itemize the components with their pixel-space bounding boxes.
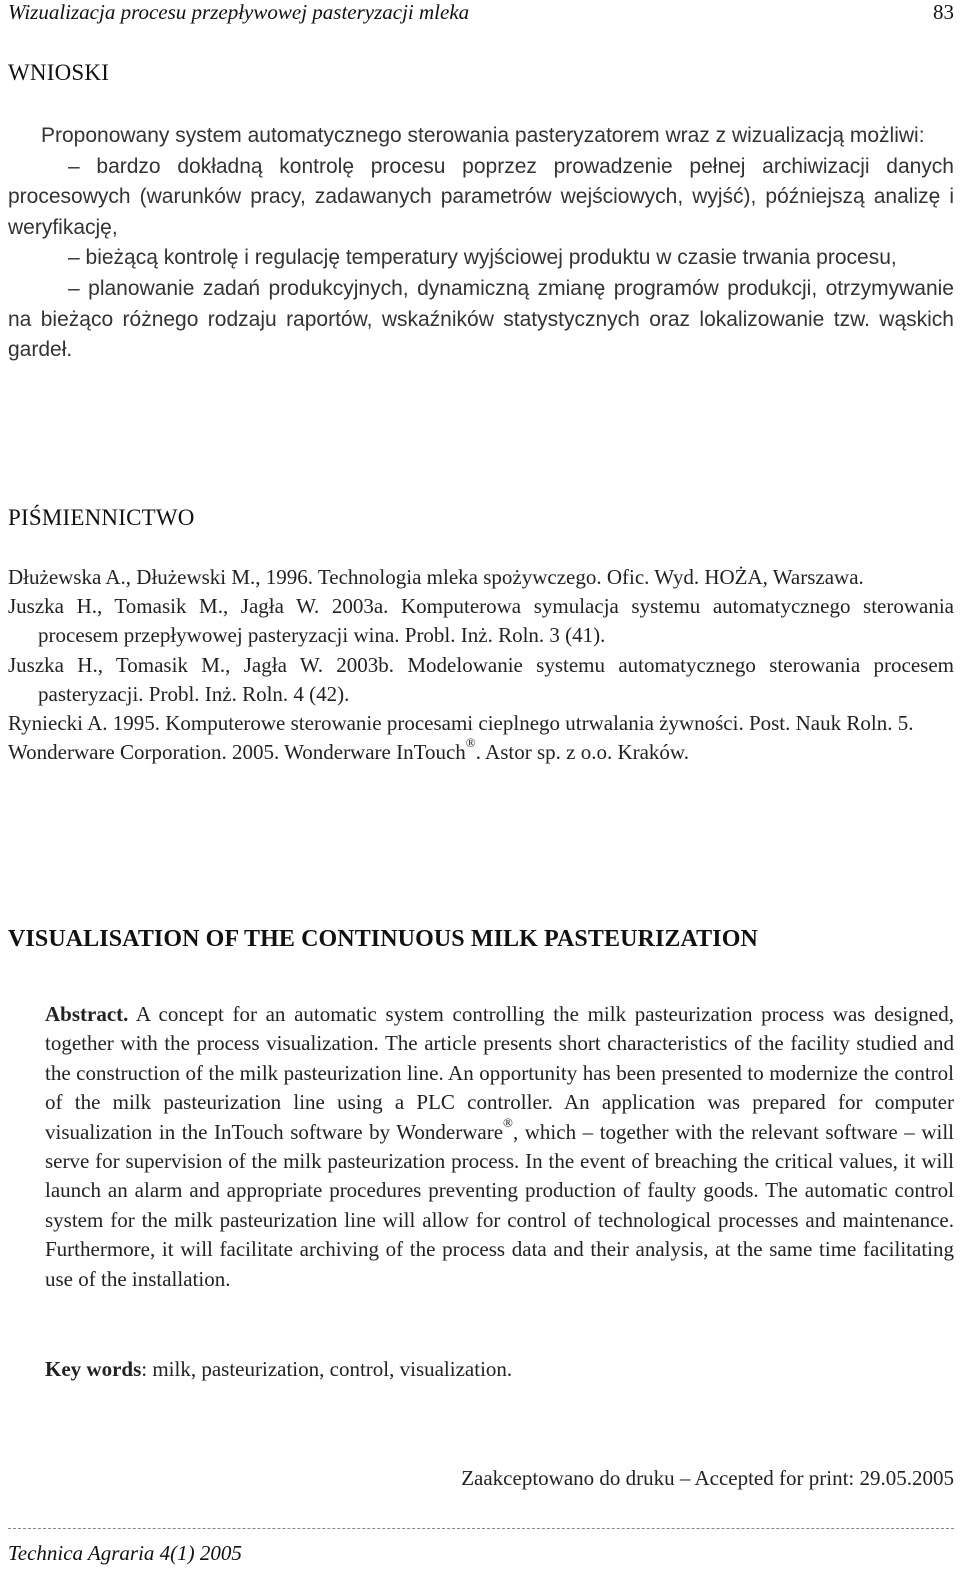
- reference-text: Wonderware Corporation. 2005. Wonderware InTouch: [8, 740, 466, 765]
- reference-item: [8, 735, 954, 767]
- registered-mark: ®: [465, 735, 476, 751]
- journal-footer: Technica Agraria 4(1) 2005: [8, 1541, 242, 1565]
- keywords-text: : milk, pasteurization, control, visualization.: [141, 1357, 513, 1381]
- abstract-label: Abstract.: [45, 1002, 129, 1026]
- conclusions-item: – bieżącą kontrolę i regulację temperatury wyjściowej produktu w czasie trwania procesu,: [68, 246, 897, 270]
- conclusions-intro: Proponowany system automatycznego sterowania pasteryzatorem wraz z wizualizacją możliwi:: [41, 124, 925, 147]
- conclusions-item: – bardzo dokładną kontrolę procesu poprzez prowadzenie pełnej archiwizacji danych procesowych (warunków pracy, zadawanych parametrów wejściowych, wyjść), późniejszą analizę i weryfikację,: [8, 154, 954, 239]
- accepted-note: Zaakceptowano do druku – Accepted for print: 29.05.2005: [461, 1466, 954, 1490]
- footer-divider: [8, 1528, 954, 1529]
- abstract: [45, 1000, 954, 1294]
- conclusions-body: [8, 121, 954, 366]
- reference-item: Juszka H., Tomasik M., Jagła W. 2003a. Komputerowa symulacja systemu automatycznego sterowania procesem przepływowej pasteryzacji wina. Probl. Inż. Roln. 3 (41).: [8, 594, 954, 648]
- keywords: [45, 1355, 954, 1384]
- reference-list: [8, 563, 954, 767]
- conclusions-item: – planowanie zadań produkcyjnych, dynamiczną zmianę programów produkcji, otrzymywanie na bieżąco różnego rodzaju raportów, wskaźników statystycznych oraz lokalizowanie tzw. wąskich gardeł.: [8, 276, 954, 362]
- reference-text: . Astor sp. z o.o. Kraków.: [475, 740, 689, 765]
- references-heading: PIŚMIENNICTWO: [8, 505, 195, 530]
- reference-item: Dłużewska A., Dłużewski M., 1996. Technologia mleka spożywczego. Ofic. Wyd. HOŻA, Warszawa.: [8, 565, 864, 589]
- abstract-text: A concept for an automatic system controlling the milk pasteurization process was designed, together with the process visualization. The article presents short characteristics of the facility studied and the construction of the milk pasteurization line. An opportunity has been presented to modernize the control of the milk pasteurization line using a PLC controller. An application was prepared for computer visualization in the InTouch software by Wonderware: [45, 1002, 954, 1144]
- english-title: VISUALISATION OF THE CONTINUOUS MILK PASTEURIZATION: [8, 926, 758, 952]
- page-number: 83: [933, 0, 954, 24]
- reference-item: Ryniecki A. 1995. Komputerowe sterowanie procesami cieplnego utrwalania żywności. Post. Nauk Roln. 5.: [8, 711, 914, 736]
- conclusions-heading: WNIOSKI: [8, 60, 110, 85]
- running-title: Wizualizacja procesu przepływowej pasteryzacji mleka: [8, 0, 470, 24]
- keywords-label: Key words: [45, 1357, 142, 1381]
- registered-mark: ®: [503, 1114, 513, 1130]
- running-header: [8, 0, 954, 26]
- reference-item: Juszka H., Tomasik M., Jagła W. 2003b. Modelowanie systemu automatycznego sterowania procesem pasteryzacji. Probl. Inż. Roln. 4 (42).: [8, 652, 954, 706]
- abstract-text: , which – together with the relevant software – will serve for supervision of the milk pasteurization process. In the event of breaching the critical values, it will launch an alarm and appropriate procedures preventing production of faulty goods. The automatic control system for the milk pasteurization line will allow for control of technological processes and maintenance. Furthermore, it will facilitate archiving of the process data and their analysis, at the same time facilitating use of the installation.: [45, 1119, 954, 1291]
